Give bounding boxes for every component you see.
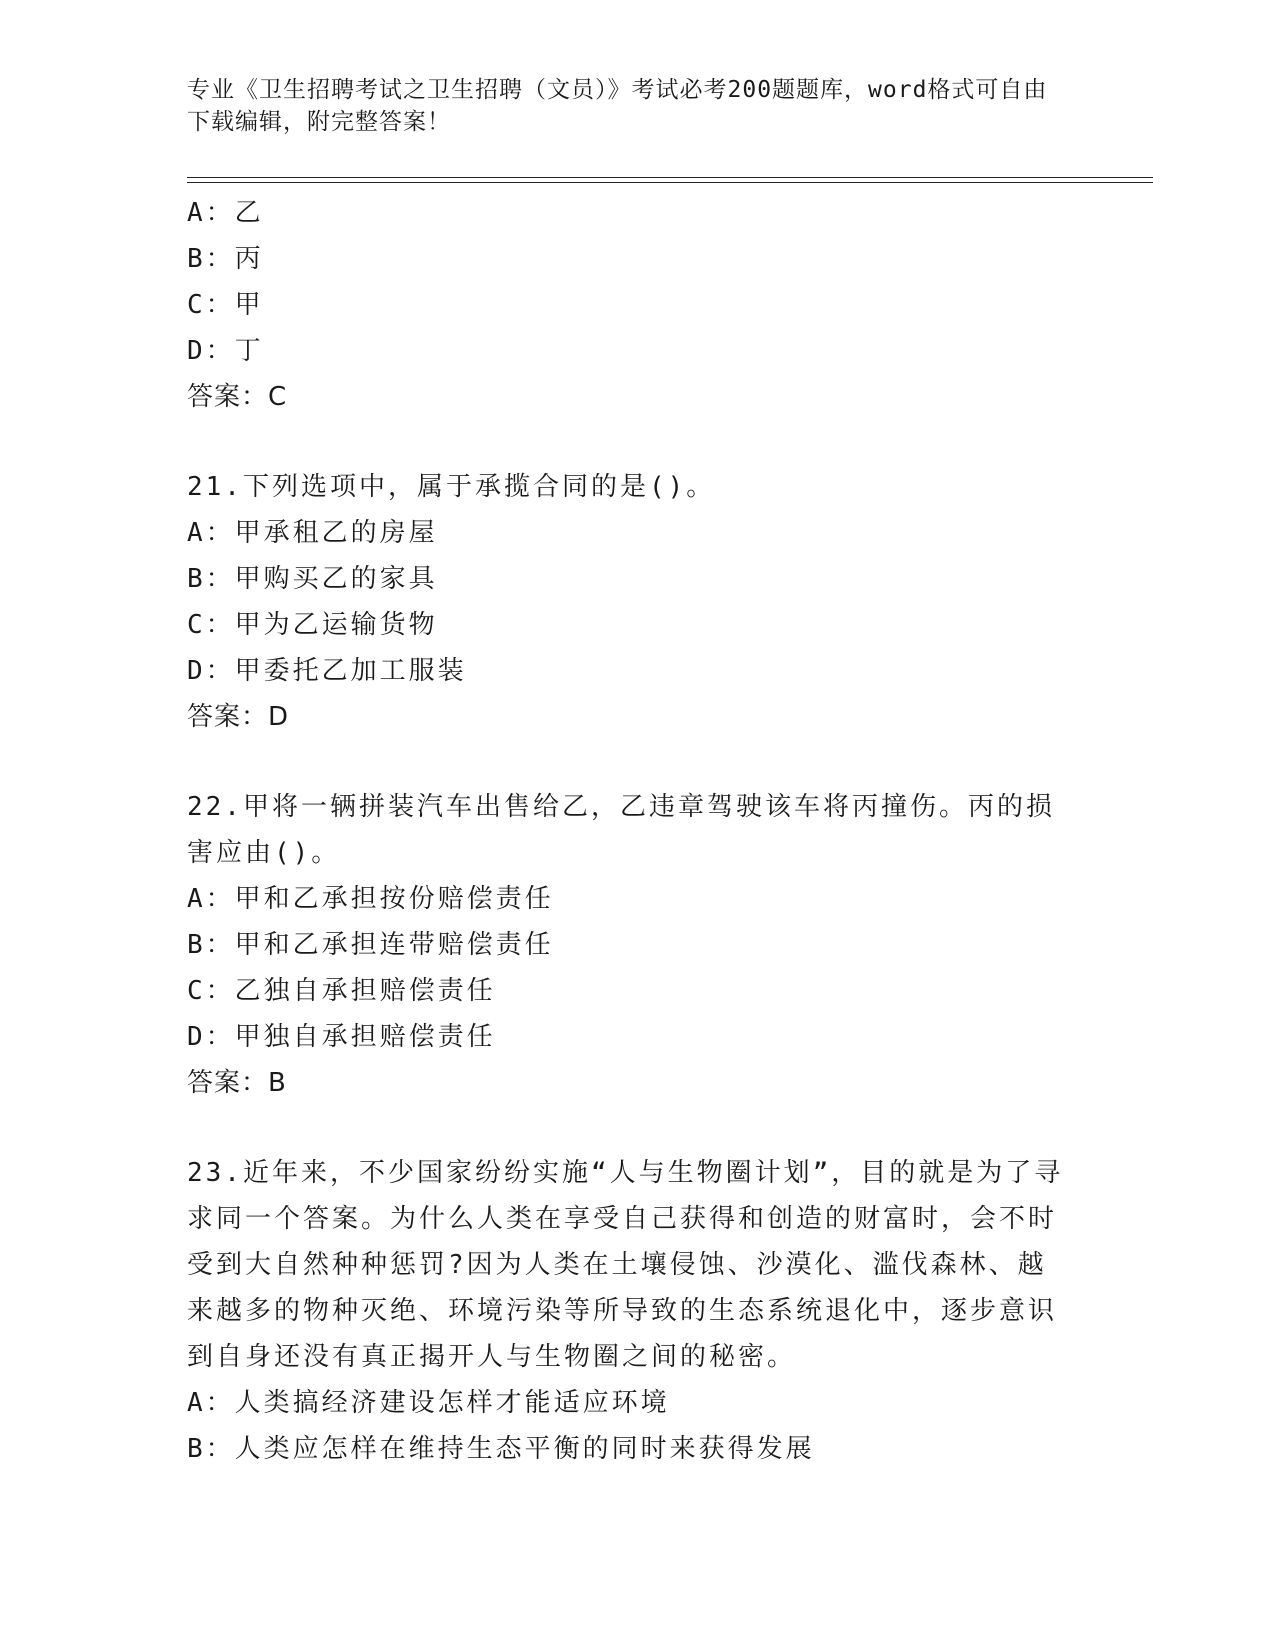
option-b: B：丙 <box>187 244 264 274</box>
question-22 <box>187 784 1087 1106</box>
question-stem: 23.近年来，不少国家纷纷实施“人与生物圈计划”，目的就是为了寻求同一个答案。为什么人类在享受自己获得和创造的财富时，会不时受到大自然种种惩罚?因为人类在土壤侵蚀、沙漠化、滥伐森林、越来越多的物种灭绝、环境污染等所导致的生态系统退化中，逐步意识到自身还没有真正揭开人与生物圈之间的秘密。 <box>187 1158 1064 1372</box>
answer-line: 答案：D <box>187 702 290 732</box>
option-c: C：甲 <box>187 290 264 320</box>
prev-question <box>187 190 1087 420</box>
option-b: B：人类应怎样在维持生态平衡的同时来获得发展 <box>187 1434 815 1464</box>
question-list <box>187 190 1087 1472</box>
answer-line: 答案：B <box>187 1068 287 1098</box>
option-b: B：甲和乙承担连带赔偿责任 <box>187 930 554 960</box>
header-divider-bottom <box>187 182 1153 183</box>
option-d: D：甲委托乙加工服装 <box>187 656 467 686</box>
spacer <box>187 1106 1087 1150</box>
option-b: B：甲购买乙的家具 <box>187 564 438 594</box>
answer-line: 答案：C <box>187 382 288 412</box>
spacer <box>187 420 1087 464</box>
option-c: C：乙独自承担赔偿责任 <box>187 976 496 1006</box>
option-a: A：人类搞经济建设怎样才能适应环境 <box>187 1388 670 1418</box>
option-c: C：甲为乙运输货物 <box>187 610 438 640</box>
question-23 <box>187 1150 1087 1472</box>
question-stem: 22.甲将一辆拼装汽车出售给乙，乙违章驾驶该车将丙撞伤。丙的损害应由()。 <box>187 792 1055 868</box>
option-a: A：乙 <box>187 198 264 228</box>
option-a: A：甲承租乙的房屋 <box>187 518 438 548</box>
option-a: A：甲和乙承担按份赔偿责任 <box>187 884 554 914</box>
option-d: D：甲独自承担赔偿责任 <box>187 1022 496 1052</box>
option-d: D：丁 <box>187 336 264 366</box>
question-21 <box>187 464 1087 740</box>
document-intro: 专业《卫生招聘考试之卫生招聘（文员）》考试必考200题题库，word格式可自由下载编辑，附完整答案！ <box>187 77 1048 135</box>
header-divider-top <box>187 177 1153 178</box>
question-stem: 21.下列选项中，属于承揽合同的是()。 <box>187 472 716 502</box>
spacer <box>187 740 1087 784</box>
